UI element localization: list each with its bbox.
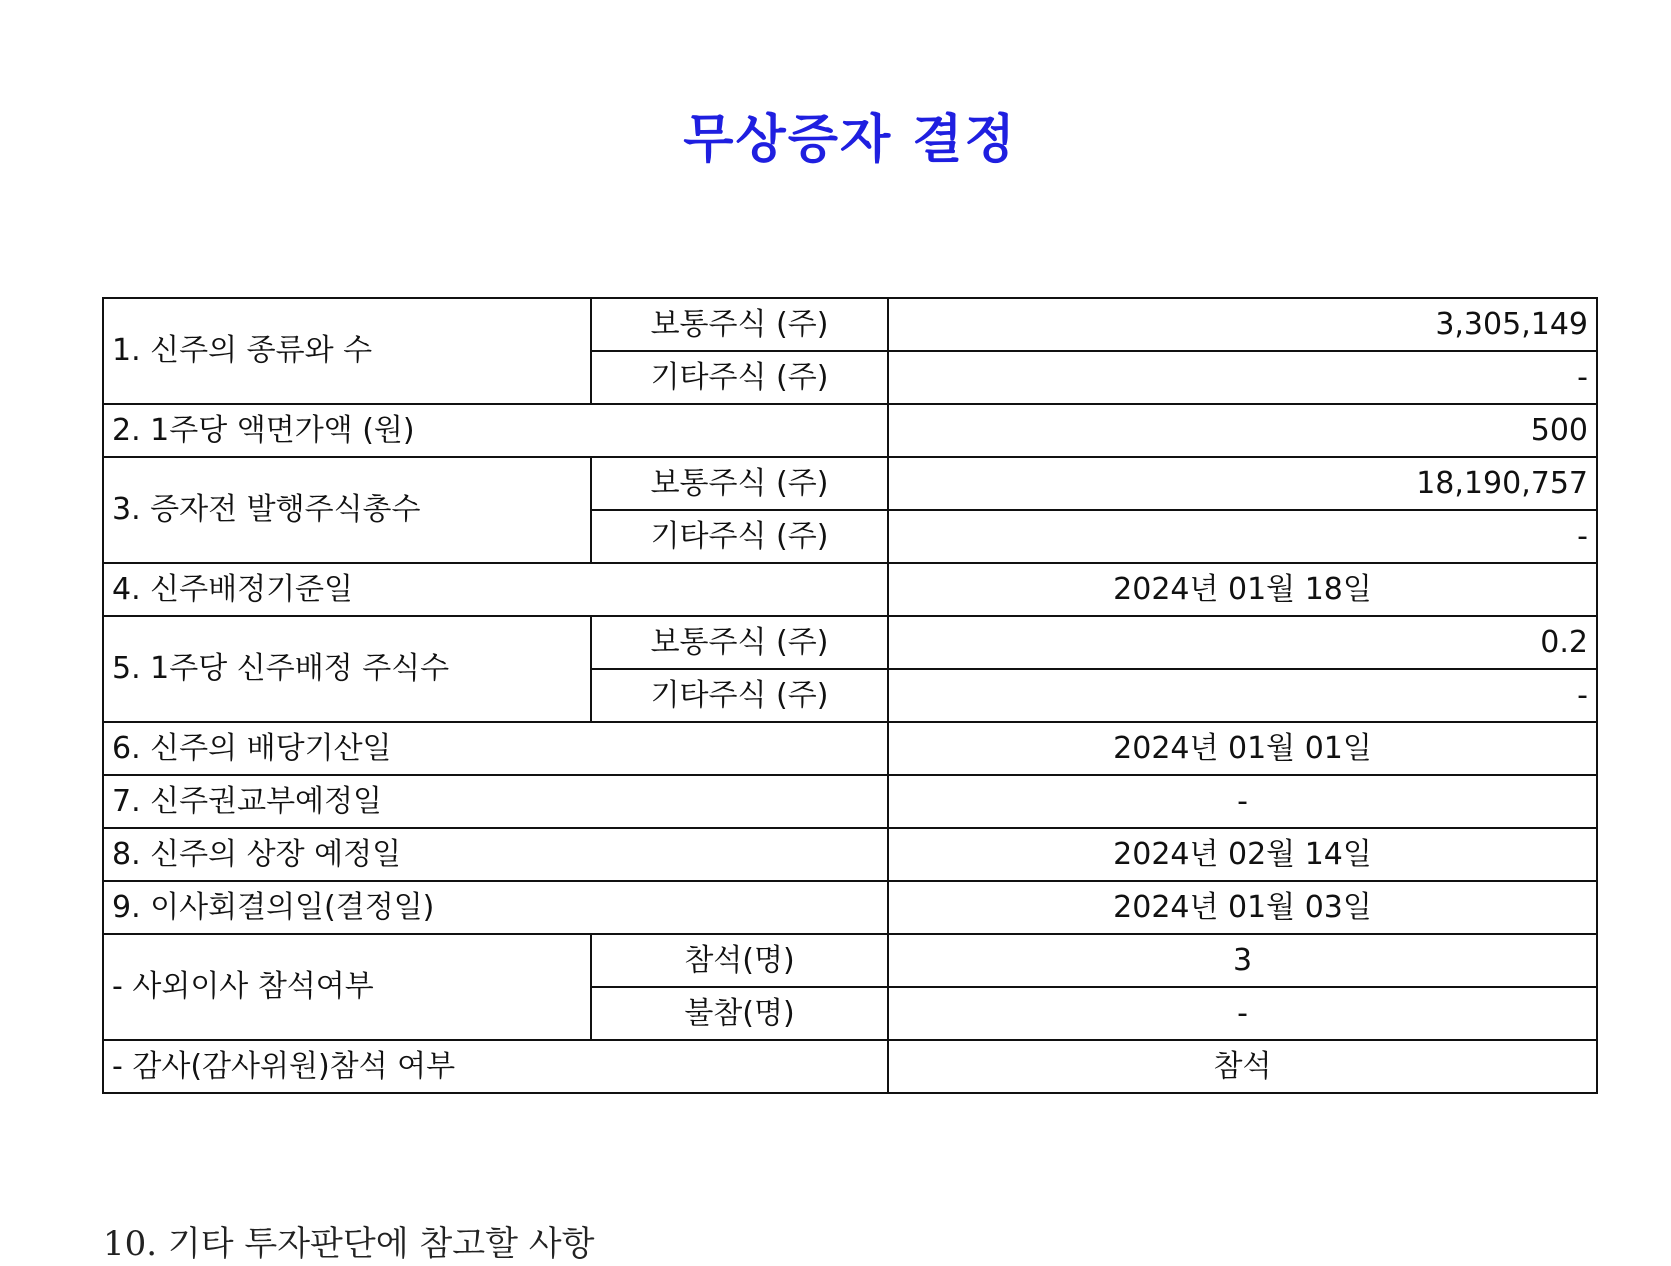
bonus-issue-table (102, 297, 1598, 1094)
other-stock-value: - (888, 669, 1597, 722)
row-label: 5. 1주당 신주배정 주식수 (103, 616, 591, 722)
row-listing-date (103, 828, 1597, 881)
common-stock-label: 보통주식 (주) (591, 457, 888, 510)
row-auditor-attendance (103, 1040, 1597, 1093)
attend-value: 3 (888, 934, 1597, 987)
row-shares-before-increase (103, 457, 1597, 510)
listing-date-value: 2024년 02월 14일 (888, 828, 1597, 881)
common-stock-label: 보통주식 (주) (591, 616, 888, 669)
record-date-value: 2024년 01월 18일 (888, 563, 1597, 616)
auditor-attendance-value: 참석 (888, 1040, 1597, 1093)
absent-label: 불참(명) (591, 987, 888, 1040)
row-dividend-start-date (103, 722, 1597, 775)
attend-label: 참석(명) (591, 934, 888, 987)
row-label: 6. 신주의 배당기산일 (103, 722, 888, 775)
other-stock-value: - (888, 510, 1597, 563)
row-label: - 감사(감사위원)참석 여부 (103, 1040, 888, 1093)
other-stock-label: 기타주식 (주) (591, 351, 888, 404)
par-value: 500 (888, 404, 1597, 457)
common-stock-value: 3,305,149 (888, 298, 1597, 351)
row-label: - 사외이사 참석여부 (103, 934, 591, 1040)
section-heading-other-info: 10. 기타 투자판단에 참고할 사항 (103, 1224, 595, 1264)
certificate-delivery-date-value: - (888, 775, 1597, 828)
row-label: 1. 신주의 종류와 수 (103, 298, 591, 404)
common-stock-label: 보통주식 (주) (591, 298, 888, 351)
row-label: 2. 1주당 액면가액 (원) (103, 404, 888, 457)
other-stock-label: 기타주식 (주) (591, 510, 888, 563)
board-resolution-date-value: 2024년 01월 03일 (888, 881, 1597, 934)
other-stock-value: - (888, 351, 1597, 404)
row-shares-per-share (103, 616, 1597, 669)
document-title: 무상증자 결정 (683, 110, 1017, 170)
row-label: 4. 신주배정기준일 (103, 563, 888, 616)
dividend-start-date-value: 2024년 01월 01일 (888, 722, 1597, 775)
absent-value: - (888, 987, 1597, 1040)
row-par-value (103, 404, 1597, 457)
row-board-resolution-date (103, 881, 1597, 934)
common-stock-value: 18,190,757 (888, 457, 1597, 510)
row-label: 8. 신주의 상장 예정일 (103, 828, 888, 881)
row-label: 9. 이사회결의일(결정일) (103, 881, 888, 934)
row-record-date (103, 563, 1597, 616)
row-label: 3. 증자전 발행주식총수 (103, 457, 591, 563)
row-outside-directors-attendance (103, 934, 1597, 987)
row-label: 7. 신주권교부예정일 (103, 775, 888, 828)
row-certificate-delivery-date (103, 775, 1597, 828)
row-new-shares-type-count (103, 298, 1597, 351)
common-stock-value: 0.2 (888, 616, 1597, 669)
other-stock-label: 기타주식 (주) (591, 669, 888, 722)
